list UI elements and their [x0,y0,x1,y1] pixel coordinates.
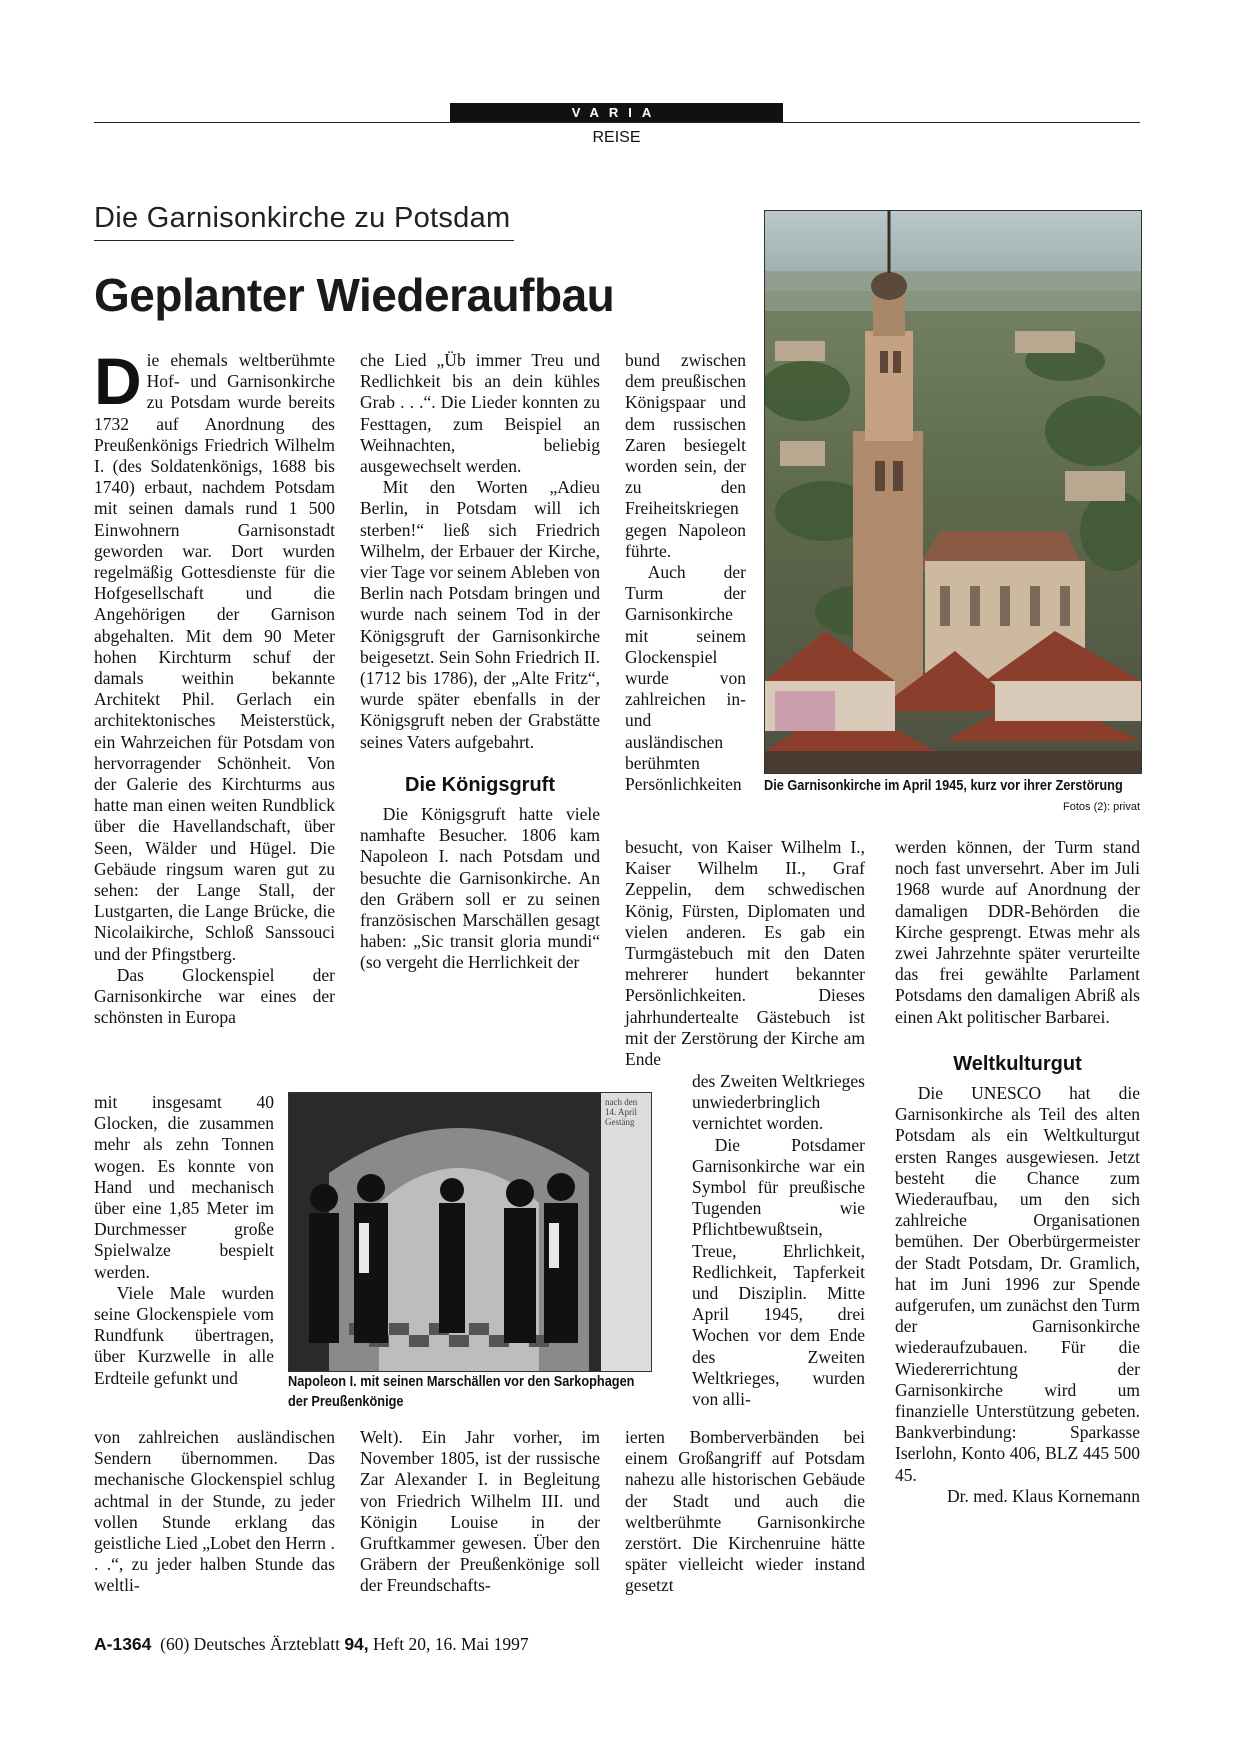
paragraph: Welt). Ein Jahr vorher, im November 1805, ist der russische Zar Alexander I. in Begleitung von Friedrich Wilhelm III. und Königin Louise in der Gruftkammer gewesen. Über den Gräbern der Preußenkönige soll der Freundschafts- [360,1427,600,1596]
paragraph: mit insgesamt 40 Glocken, die zusammen mehr als zehn Tonnen wogen. Es konnte von Hand und mechanisch über eine 1,85 Meter im Durchmesser große Spielwalze bespielt werden. [94,1092,274,1282]
subsection-label: REISE [592,129,641,146]
column-4 [895,837,1140,1507]
paragraph: bund zwischen dem preußischen Königspaar und dem russischen Zaren besiegelt worden sein, der zu den Freiheitskriegen gegen Napoleon führte. [625,350,746,561]
column-3 [625,350,746,795]
drop-cap: D [94,344,142,418]
engraving-edge-text: nach den 14. April Gestäng [605,1097,638,1127]
paragraph: Mit den Worten „Adieu Berlin, in Potsdam will ich sterben!“ ließ sich Friedrich Wilhelm, der Erbauer der Kirche, vier Tage vor seinem Ableben von Berlin nach Potsdam bringen und wurde nach seinem Tod in der Königsgruft der Garnisonkirche beigesetzt. Sein Sohn Friedrich II. (1712 bis 1786), der „Alte Fritz“, wurde später ebenfalls in der Königsgruft neben der Grabstätte seines Vaters aufgebahrt. [360,477,600,752]
paragraph: Viele Male wurden seine Glockenspiele vom Rundfunk übertragen, über Kurzwelle in alle Erdteile gefunkt und [94,1282,274,1388]
column-1-wrap-a [94,1092,274,1389]
paragraph: che Lied „Üb immer Treu und Redlichkeit bis an dein kühles Grab . . .“. Die Lieder konnten zu Festtagen, zum Beispiel an Weihnachten, beliebig ausgewechselt werden. [360,350,600,477]
paragraph: Die Potsdamer Garnisonkirche war ein Symbol für preußische Tugenden wie Pflichtbewußtsein, Treue, Ehrlichkeit, Redlichkeit, Tapferkeit und Disziplin. Mitte April 1945, drei Wochen vor dem Ende des Zweiten Weltkrieges, wurden von alli- [692,1134,865,1410]
paragraph: Die UNESCO hat die Garnisonkirche als Teil des alten Potsdam als ein Weltkulturgut ersten Ranges ausgewiesen. Jetzt besteht die Chance zum Wiederaufbau, um den sich zahlreiche Organisationen bemühen. Der Oberbürgermeister der Stadt Potsdam, Dr. Gramlich, hat im Juni 1996 zur Spende aufgerufen, um zunächst den Turm der Garnisonkirche wiederaufzubauen. Für die Wiedererrichtung der Garnisonkirche wird um finanzielle Unterstützung gebeten. Bankverbindung: Sparkasse Iserlohn, Konto 406, BLZ 445 500 45. [895,1083,1140,1485]
volume: 94, [344,1634,369,1654]
paragraph: ierten Bomberverbänden bei einem Großangriff auf Potsdam nahezu alle historischen Gebäude der Stadt und auch die weltberühmte Garnisonkirche zerstört. Die Kirchenruine hätte später vielleicht wieder instand gesetzt [625,1427,865,1596]
photo-caption: Die Garnisonkirche im April 1945, kurz vor ihrer Zerstörung [764,777,1123,794]
article-kicker: Die Garnisonkirche zu Potsdam [94,202,511,234]
paragraph: Die Königsgruft hatte viele namhafte Besucher. 1806 kam Napoleon I. nach Potsdam und besuchte die Garnisonkirche. An den Gräbern soll er zu seinen französischen Marschällen gesagt haben: „Sic transit gloria mundi“ (so vergeht die Herrlichkeit der [360,804,600,973]
napoleon-engraving [288,1092,652,1372]
church-photo [764,210,1142,774]
paragraph: ie ehemals weltberühmte Hof- und Garnisonkirche zu Potsdam wurde bereits 1732 auf Anordnung des Preußenkönigs Friedrich Wilhelm I. (des Soldatenkönigs, 1688 bis 1740) erbaut, nachdem Potsdam mit seinen damals rund 1 500 Einwohnern Garnisonstadt geworden war. Dort wurden regelmäßig Gottesdienste für die Hofgesellschaft und die Angehörigen der Garnison abgehalten. Mit dem 90 Meter hohen Kirchturm schuf der damals weithin bekannte Architekt Phil. Gerlach ein architektonisches Meisterstück, ein Wahrzeichen für Potsdam von hervorragender Schönheit. Von der Galerie des Kirchturms aus hatte man einen weiten Rundblick über die Havellandschaft, über Seen, Wälder und Hügel. Die Gebäude ringsum waren gut zu sehen: der Lange Stall, der Lustgarten, die Lange Brücke, die Nicolaikirche, Schloß Sanssouci und der Pfingstberg. [94,350,335,964]
engraving-caption: Napoleon I. mit seinen Marschällen vor den Sarkophagen der Preußenkönige [288,1373,635,1410]
author: Dr. med. Klaus Kornemann [947,1485,1140,1506]
column-2-lower [360,1427,600,1597]
paragraph: Auch der Turm der Garnisonkirche mit seinem Glockenspiel wurde von zahlreichen in- und ausländischen berühmten Persönlichkeiten [625,562,746,795]
column-3-wrap [692,1071,865,1410]
page-id: A-1364 [94,1634,152,1654]
journal-name: (60) Deutsches Ärzteblatt [160,1634,340,1654]
paragraph: besucht, von Kaiser Wilhelm I., Kaiser Wilhelm II., Graf Zeppelin, dem schwedischen König, Fürsten, Diplomaten und vielen anderen. Es gab ein Turmgästebuch mit den Daten mehrerer hundert bekannter Persönlichkeiten. Dieses jahrhundertealte Gästebuch ist mit der Zerstörung der Kirche am Ende [625,837,865,1070]
header-rule [94,122,1140,123]
article-title: Geplanter Wiederaufbau [94,269,615,321]
column-1-wrap-b [94,1427,335,1597]
column-1 [94,344,335,1029]
column-2 [360,350,600,974]
issue-date: Heft 20, 16. Mai 1997 [373,1634,529,1654]
column-3-lower [625,1427,865,1597]
kicker-rule [94,240,514,241]
section-label: VARIA [450,103,783,122]
paragraph: werden können, der Turm stand noch fast unversehrt. Aber im Juli 1968 wurde auf Anordnung der damaligen DDR-Behörden die Kirche gesprengt. Etwas mehr als zwei Jahrzehnte später verurteilte das frei gewählte Parlament Potsdams den damaligen Abriß als einen Akt politischer Barbarei. [895,837,1140,1027]
paragraph: des Zweiten Weltkrieges unwiederbringlich vernichtet worden. [692,1071,865,1134]
church-photo-image [765,211,1141,773]
photo-credit: Fotos (2): privat [1063,801,1141,813]
column-3-middle [625,837,865,1070]
section-heading: Weltkulturgut [953,1052,1082,1075]
section-heading: Die Königsgruft [405,773,555,796]
napoleon-engraving-image [289,1093,651,1371]
paragraph: von zahlreichen ausländischen Sendern übernommen. Das mechanische Glockenspiel schlug achtmal in der Stunde, zu jeder vollen Stunde erklang das geistliche Lied „Lobet den Herrn . . .“, zu jeder halben Stunde das weltli- [94,1427,335,1596]
paragraph: Das Glockenspiel der Garnisonkirche war eines der schönsten in Europa [94,964,335,1028]
page-footer [94,1634,529,1655]
